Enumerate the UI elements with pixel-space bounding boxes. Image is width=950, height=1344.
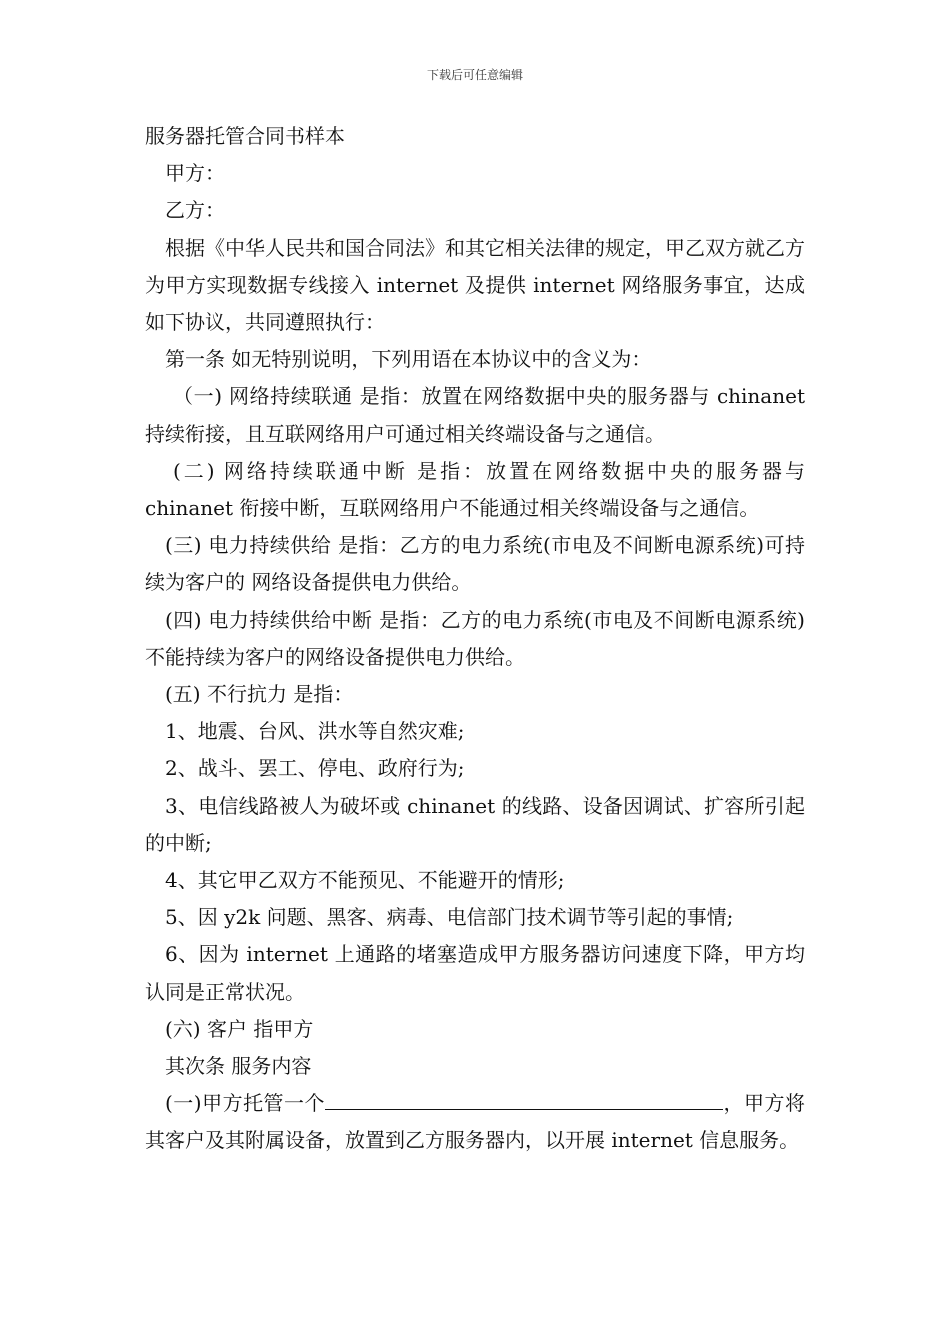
force-majeure-item-6: 6、因为 internet 上通路的堵塞造成甲方服务器访问速度下降，甲方均认同是正常状况。 [145, 942, 805, 1004]
service-clause-1 [145, 1085, 805, 1159]
definition-6: (六) 客户 指甲方 [165, 1016, 314, 1041]
party-a-line: 甲方： [165, 161, 225, 186]
force-majeure-item-5: 5、因 y2k 问题、黑客、病毒、电信部门技术调节等引起的事情; [165, 905, 734, 930]
definition-2: (二) 网络持续联通中断 是指：放置在网络数据中央的服务器与 chinanet 衔接中断，互联网络用户不能通过相关终端设备与之通信。 [145, 458, 805, 521]
definition-3: (三) 电力持续供给 是指：乙方的电力系统(市电及不间断电源系统)可持续为客户的 网络设备提供电力供给。 [145, 533, 805, 595]
definition-1: （一) 网络持续联通 是指：放置在网络数据中央的服务器与 chinanet 持续衔接，且互联网络用户可通过相关终端设备与之通信。 [145, 384, 805, 446]
service-clause-1-end: ，甲方将其客户及其附属设备，放置到乙方服务器内，以开展 internet 信息服务。 [145, 1091, 805, 1153]
document-title: 服务器托管合同书样本 [145, 124, 345, 148]
service-clause-1-start: (一)甲方托管一个 [165, 1091, 326, 1116]
preamble-paragraph: 根据《中华人民共和国合同法》和其它相关法律的规定，甲乙双方就乙方为甲方实现数据专线接入 internet 及提供 internet 网络服务事宜，达成如下协议，共同遵照执行： [145, 235, 805, 335]
definition-5: (五) 不行抗力 是指： [165, 682, 354, 707]
force-majeure-item-1: 1、地震、台风、洪水等自然灾难; [165, 719, 465, 744]
definition-4: (四) 电力持续供给中断 是指：乙方的电力系统(市电及不间断电源系统)不能持续为客户的网络设备提供电力供给。 [145, 607, 805, 669]
fill-in-blank-line [325, 1087, 723, 1110]
force-majeure-item-4: 4、其它甲乙双方不能预见、不能避开的情形; [165, 868, 565, 893]
force-majeure-item-3: 3、电信线路被人为破坏或 chinanet 的线路、设备因调试、扩容所引起的中断; [145, 793, 805, 855]
article-2-heading: 其次条 服务内容 [165, 1054, 312, 1079]
header-note: 下载后可任意编辑 [426, 68, 523, 82]
party-b-line: 乙方： [165, 198, 225, 223]
article-1-heading: 第一条 如无特别说明，下列用语在本协议中的含义为： [165, 347, 652, 372]
force-majeure-item-2: 2、战斗、罢工、停电、政府行为; [165, 756, 465, 781]
document-body [145, 118, 805, 1160]
